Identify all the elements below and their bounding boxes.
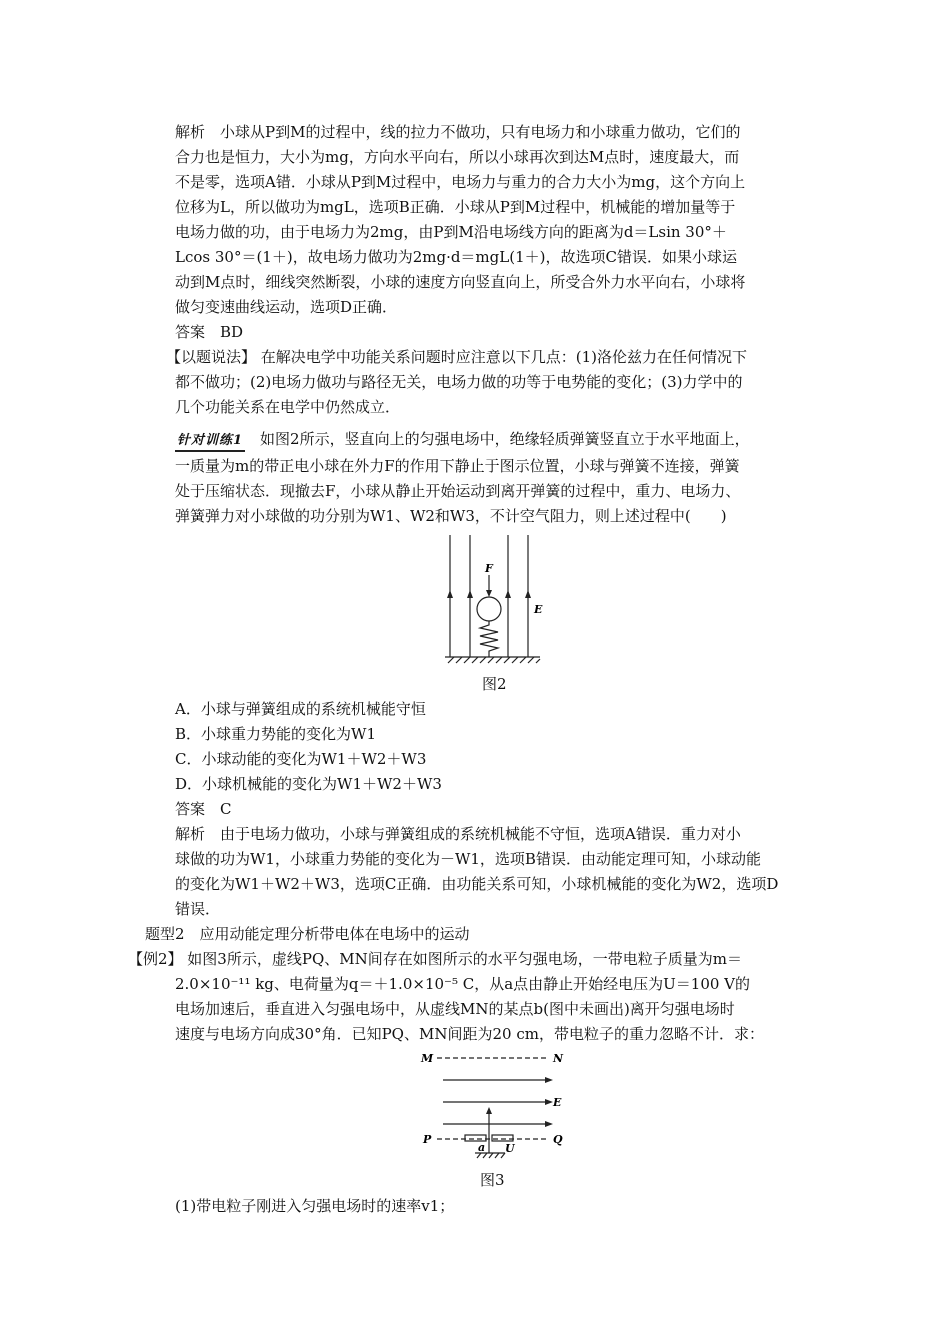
- option-b: B．小球重力势能的变化为W1: [175, 725, 376, 743]
- analysis1-line: 解析 小球从P到M的过程中，线的拉力不做功，只有电场力和小球重力做功，它们的: [175, 123, 741, 141]
- spring: [480, 621, 498, 657]
- analysis2-line: 的变化为W1＋W2＋W3，选项C正确．由功能关系可知，小球机械能的变化为W2，选项D: [175, 875, 779, 893]
- analysis1-line: 电场力做的功，由于电场力为2mg，由P到M沿电场线方向的距离为d＝Lsin 30°＋: [175, 223, 727, 241]
- figure-3-caption: 图3: [480, 1171, 505, 1189]
- label-M: M: [421, 1052, 434, 1065]
- arrow-up-icon: [525, 590, 531, 598]
- training-text: 如图2所示，竖直向上的匀强电场中，绝缘轻质弹簧竖直立于水平地面上，: [245, 430, 750, 448]
- arrow-up-icon: [505, 590, 511, 598]
- label-P: P: [423, 1133, 432, 1146]
- example2-line: 电场加速后，垂直进入匀强电场中，从虚线MN的某点b(图中未画出)离开匀强电场时: [175, 1000, 735, 1018]
- analysis1-line: 不是零，选项A错．小球从P到M过程中，电场力与重力的合力大小为mg，这个方向上: [175, 173, 746, 191]
- arrow-right-icon: [545, 1077, 553, 1083]
- answer2: 答案 C: [175, 800, 232, 818]
- label-U: U: [505, 1142, 515, 1155]
- arrow-up-icon: [486, 1107, 492, 1114]
- topic2-heading: 题型2 应用动能定理分析带电体在电场中的运动: [145, 925, 470, 943]
- analysis2-line: 解析 由于电场力做功，小球与弹簧组成的系统机械能不守恒，选项A错误．重力对小: [175, 825, 741, 843]
- label-E: E: [534, 603, 543, 616]
- label-F: F: [485, 562, 493, 575]
- analysis1-line: Lcos 30°＝(1＋)，故电场力做功为2mg·d＝mgL(1＋)，故选项C错误．如果小球运: [175, 248, 737, 266]
- training-line: 处于压缩状态．现撤去F，小球从静止开始运动到离开弹簧的过程中，重力、电场力、: [175, 482, 741, 500]
- arrow-right-icon: [545, 1121, 553, 1127]
- option-c: C．小球动能的变化为W1＋W2＋W3: [175, 750, 427, 768]
- note-line: 【以题说法】 在解决电学中功能关系问题时应注意以下几点：(1)洛伦兹力在任何情况下: [166, 348, 748, 366]
- ground-hatch: [448, 657, 540, 663]
- training-line: 弹簧弹力对小球做的功分别为W1、W2和W3，不计空气阻力，则上述过程中( ): [175, 507, 727, 525]
- analysis1-line: 位移为L，所以做功为mgL，选项B正确．小球从P到M过程中，机械能的增加量等于: [175, 198, 736, 216]
- arrow-up-icon: [467, 590, 473, 598]
- question1: (1)带电粒子刚进入匀强电场时的速率v1；: [175, 1197, 455, 1215]
- analysis1-line: 做匀变速曲线运动，选项D正确．: [175, 298, 398, 316]
- arrow-down-icon: [486, 590, 492, 597]
- option-d: D．小球机械能的变化为W1＋W2＋W3: [175, 775, 442, 793]
- option-a: A．小球与弹簧组成的系统机械能守恒: [175, 700, 426, 718]
- plate-right: [492, 1135, 513, 1141]
- label-E: E: [553, 1096, 562, 1109]
- note-line: 几个功能关系在电学中仍然成立．: [175, 398, 401, 416]
- analysis2-line: 错误．: [175, 900, 221, 918]
- analysis1-line: 动到M点时，细线突然断裂，小球的速度方向竖直向上，所受合外力水平向右，小球将: [175, 273, 746, 291]
- label-Q: Q: [553, 1133, 563, 1146]
- ball: [477, 597, 501, 621]
- example2-line: 【例2】 如图3所示，虚线PQ、MN间存在如图所示的水平匀强电场，一带电粒子质量为m＝: [128, 950, 742, 968]
- figure-3: [415, 1050, 575, 1165]
- example2-line: 速度与电场方向成30°角．已知PQ、MN间距为20 cm，带电粒子的重力忽略不计．求：: [175, 1025, 764, 1043]
- arrow-right-icon: [545, 1099, 553, 1105]
- analysis2-line: 球做的功为W1，小球重力势能的变化为－W1，选项B错误．由动能定理可知，小球动能: [175, 850, 761, 868]
- training-line: 一质量为m的带正电小球在外力F的作用下静止于图示位置，小球与弹簧不连接，弹簧: [175, 457, 740, 475]
- label-N: N: [553, 1052, 564, 1065]
- note-line: 都不做功；(2)电场力做功与路径无关，电场力做的功等于电势能的变化；(3)力学中的: [175, 373, 743, 391]
- label-a: a: [478, 1141, 486, 1154]
- arrow-up-icon: [447, 590, 453, 598]
- training-line: [175, 430, 750, 452]
- figure-2: [440, 535, 550, 670]
- example2-line: 2.0×10⁻¹¹ kg、电荷量为q＝＋1.0×10⁻⁵ C，从a点由静止开始经电压为U＝100 V的: [175, 975, 751, 993]
- analysis1-line: 合力也是恒力，大小为mg，方向水平向右，所以小球再次到达M点时，速度最大，而: [175, 148, 740, 166]
- figure-2-caption: 图2: [482, 675, 507, 693]
- answer1: 答案 BD: [175, 323, 244, 341]
- training-tag: 针对训练1: [175, 432, 245, 452]
